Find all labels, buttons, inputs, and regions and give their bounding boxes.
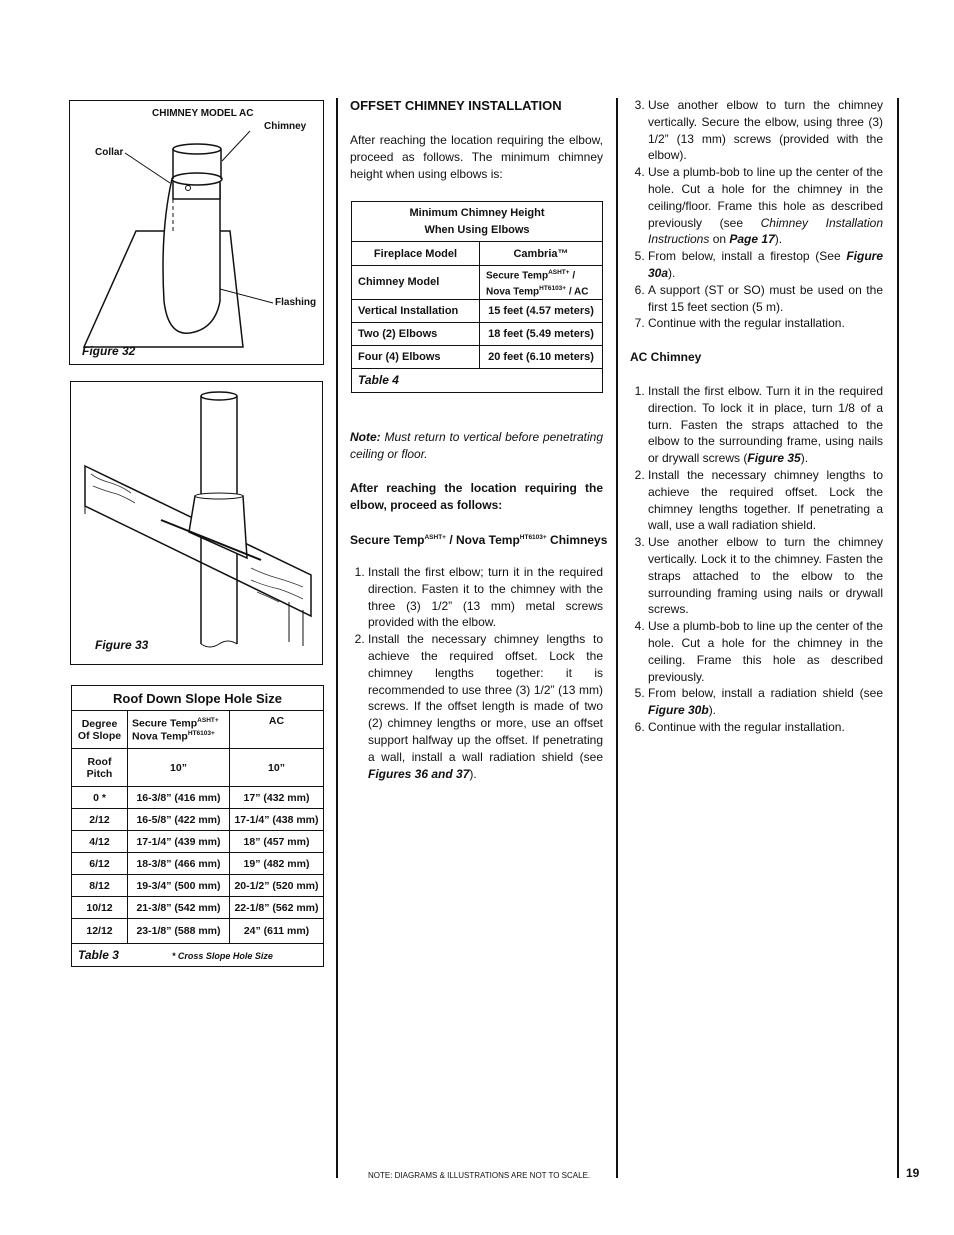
figure-32-caption: Figure 32 (82, 344, 136, 358)
table-3-cell-slope: 4/12 (72, 831, 128, 853)
table-3-row (72, 831, 324, 853)
ac-chimney-steps (630, 383, 883, 736)
table-4-col-cambria: Cambria™ (480, 242, 603, 266)
table-3-cell-secure: 23-1/8” (588 mm) (128, 919, 230, 944)
table-3-cell-secure: 21-3/8” (542 mm) (128, 897, 230, 919)
column-divider-left (336, 98, 338, 1178)
table-3-row (72, 875, 324, 897)
step-5: 5. From below, install a firestop (See Figure 30a). (648, 248, 883, 282)
chimney-flashing-illustration (70, 101, 323, 364)
table-3-cell-ac: 22-1/8” (562 mm) (230, 897, 324, 919)
column-divider-edge (897, 98, 899, 1178)
table-3-caption: Table 3 (78, 948, 119, 962)
table-3-cell-secure: 18-3/8” (466 mm) (128, 853, 230, 875)
table-3-footer (72, 944, 324, 967)
table-4-row-label: Four (4) Elbows (352, 345, 480, 368)
table-4-row-label: Two (2) Elbows (352, 322, 480, 345)
step-4: 4. Use a plumb-bob to line up the center of the hole. Cut a hole for the chimney in the ceiling/floor. Frame this hole as described previously (see Chimney Installation Instructions on Page 17). (648, 164, 883, 248)
table-3-cell-secure: 16-5/8” (422 mm) (128, 809, 230, 831)
elbow-note: Note: Must return to vertical before penetrating ceiling or floor. (350, 430, 603, 461)
step-2: 2. Install the necessary chimney lengths to achieve the required offset. Lock the chimney lengths together: it is recommended to use three (3) 1/2” (13 mm) screws. If the offset length is made of two (2) chimney lengths or more, use an offset support halfway up the offset. If penetrating a wall, install a wall radiation shield (see Figures 36 and 37). (368, 631, 603, 782)
table-4-row-value: 18 feet (5.49 meters) (480, 322, 603, 345)
figure-33 (70, 381, 323, 665)
table-3-footnote: * Cross Slope Hole Size (171, 951, 273, 961)
table-3-cell-slope: 6/12 (72, 853, 128, 875)
table-3-cell-slope: 0 * (72, 787, 128, 809)
table-4-min-height (351, 201, 603, 393)
table-3-cell-slope: 2/12 (72, 809, 128, 831)
collar-label: Collar (95, 147, 124, 158)
table-4-row (352, 299, 603, 322)
table-3-title: Roof Down Slope Hole Size (72, 686, 324, 711)
table-3-row (72, 809, 324, 831)
ac-step-6: 6. Continue with the regular installation. (648, 719, 883, 736)
table-3-row (72, 919, 324, 944)
table-3-cell-ac: 17-1/4” (438 mm) (230, 809, 324, 831)
table-3-cell-ac: 20-1/2” (520 mm) (230, 875, 324, 897)
table-4-title: Minimum Chimney Height When Using Elbows (352, 202, 603, 242)
table-4-rows (352, 299, 603, 368)
ac-step-2: 2. Install the necessary chimney lengths to achieve the required offset. Lock the chimney lengths together. If penetrating a wall, use a wall radiation shield. (648, 467, 883, 534)
offset-intro: After reaching the location requiring the elbow, proceed as follows. The minimum chimney height when using elbows is: (350, 133, 603, 181)
step-6: 6. A support (ST or SO) must be used on the first 15 feet section (5 m). (648, 282, 883, 316)
roof-penetration-illustration (71, 382, 322, 664)
table-3-header-secure: Secure Temp$^{ASHT+}$ Nova Temp$^{HT6103+}$ (128, 711, 230, 749)
secure-temp-steps (350, 564, 603, 782)
table-4-row-value: 20 feet (6.10 meters) (480, 345, 603, 368)
figure-32-title: CHIMNEY MODEL AC (152, 108, 254, 119)
table-4-model-label: Chimney Model (352, 266, 480, 300)
table-3-cell-secure: 17-1/4” (439 mm) (128, 831, 230, 853)
step-7: 7. Continue with the regular installation. (648, 315, 883, 332)
chimney-label: Chimney (264, 121, 307, 132)
page-number: 19 (906, 1166, 920, 1180)
table-3-cell-slope: 10/12 (72, 897, 128, 919)
table-4-col-fireplace: Fireplace Model (352, 242, 480, 266)
column-divider-right (616, 98, 618, 1178)
table-4-row (352, 345, 603, 368)
table-3-pitch-label: Roof Pitch (72, 749, 128, 787)
table-3-rows (72, 787, 324, 944)
table-3-cell-slope: 8/12 (72, 875, 128, 897)
table-4-row-label: Vertical Installation (352, 299, 480, 322)
table-3-header-ac: AC (230, 711, 324, 749)
table-3-row (72, 897, 324, 919)
table-3-pitch-secure: 10” (128, 749, 230, 787)
secure-temp-subhead: Secure Temp$^{ASHT+}$ / Nova Temp$^{HT6103+}$ Chimneys (350, 533, 608, 547)
table-4-row (352, 322, 603, 345)
ac-step-3: 3. Use another elbow to turn the chimney vertically. Lock it to the chimney. Fasten the straps attached to the elbow to the surrounding framing using nails or drywall screws. (648, 534, 883, 618)
after-reaching-text: After reaching the location requiring the elbow, proceed as follows: (350, 481, 603, 512)
ac-step-4: 4. Use a plumb-bob to line up the center of the hole. Cut a hole for the chimney in the ceiling. Frame this hole as described previously. (648, 618, 883, 685)
table-3-roof-slope (71, 685, 324, 967)
step-1: 1. Install the first elbow; turn it in the required direction. Fasten it to the chimney with the three (3) 1/2” (13 mm) metal screws provided with the elbow. (368, 564, 603, 631)
table-3-row (72, 787, 324, 809)
ac-step-5: 5. From below, install a radiation shield (see Figure 30b). (648, 685, 883, 719)
table-3-cell-secure: 19-3/4” (500 mm) (128, 875, 230, 897)
table-4-caption: Table 4 (352, 368, 603, 392)
table-3-cell-ac: 19” (482 mm) (230, 853, 324, 875)
offset-heading: OFFSET CHIMNEY INSTALLATION (350, 98, 562, 113)
table-3-cell-ac: 24” (611 mm) (230, 919, 324, 944)
table-3-cell-ac: 18” (457 mm) (230, 831, 324, 853)
table-3-header-slope: Degree Of Slope (72, 711, 128, 749)
table-3-cell-slope: 12/12 (72, 919, 128, 944)
ac-step-1: 1. Install the first elbow. Turn it in the required direction. To lock it in place, turn 1/8 of a turn. Fasten the straps attached to the elbow to the surrounding frame, using nails or drywall screws (Figure 35). (648, 383, 883, 467)
table-3-pitch-ac: 10” (230, 749, 324, 787)
table-3-cell-secure: 16-3/8” (416 mm) (128, 787, 230, 809)
figure-33-caption: Figure 33 (95, 638, 149, 652)
continued-steps (630, 97, 883, 332)
flashing-label: Flashing (275, 297, 317, 308)
table-3-row (72, 853, 324, 875)
table-3-cell-ac: 17” (432 mm) (230, 787, 324, 809)
scale-footnote: NOTE: DIAGRAMS & ILLUSTRATIONS ARE NOT TO SCALE. (368, 1171, 591, 1180)
table-4-row-value: 15 feet (4.57 meters) (480, 299, 603, 322)
ac-chimney-heading: AC Chimney (630, 350, 702, 364)
figure-32 (69, 100, 324, 365)
table-4-model-value: Secure Temp$^{ASHT+}$ / Nova Temp$^{HT6103+}$ / AC (480, 266, 603, 300)
step-3: 3. Use another elbow to turn the chimney vertically. Secure the elbow, using three (3) 1/2” (13 mm) screws (provided with the elbow). (648, 97, 883, 164)
